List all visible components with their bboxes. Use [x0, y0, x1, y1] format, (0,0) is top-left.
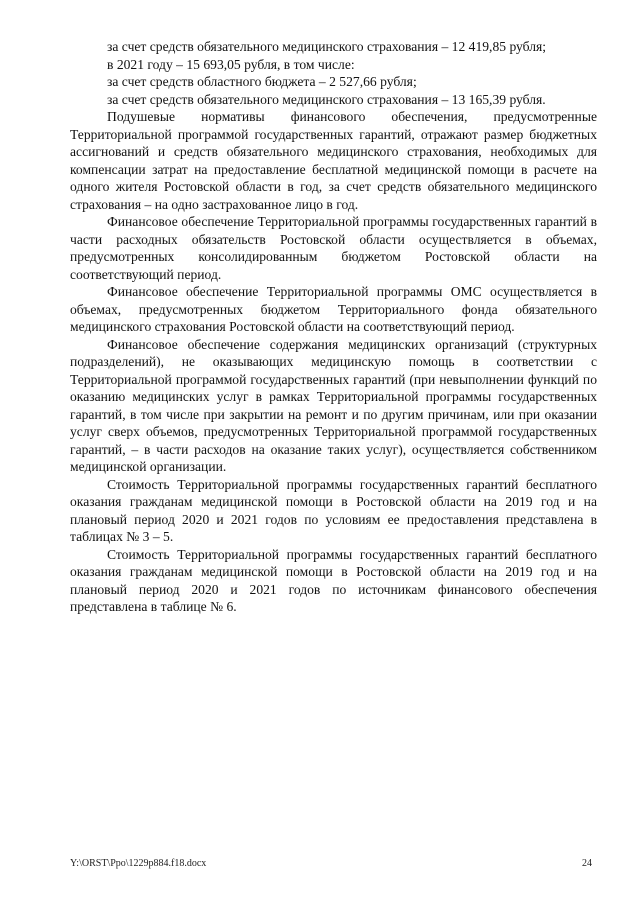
paragraph-non-participating-orgs: Финансовое обеспечение содержания медицинских организаций (структурных подразделений), не оказывающих медицинскую помощь в соответствии с Территориальной программой государственных гарантий (при невыполнении функций по оказанию медицинских услуг в рамках Территориальной программы государственных гарантий, в том числе при закрытии на ремонт и по другим причинам, или при оказании услуг сверх объемов, предусмотренных Территориальной программой государственных гарантий, – в части расходов на оказание таких услуг), осуществляется собственником медицинской организации.: [70, 336, 597, 474]
funding-line-2: в 2021 году – 15 693,05 рубля, в том числе:: [107, 56, 355, 72]
paragraph-oms-funding: Финансовое обеспечение Территориальной программы ОМС осуществляется в объемах, предусмотренных бюджетом Территориального фонда обязательного медицинского страхования Ростовской области на соответствующий период.: [70, 284, 597, 334]
footer-page-number: 24: [582, 858, 592, 869]
paragraph-regional-budget: Финансовое обеспечение Территориальной программы государственных гарантий в части расходных обязательств Ростовской области осуществляется в объемах, предусмотренных консолидированным бюджетом Ростовской области на соответствующий период.: [70, 214, 597, 282]
footer-file-path: Y:\ORST\Ppo\1229p884.f18.docx: [70, 858, 207, 869]
paragraph-per-capita-norms: Подушевые нормативы финансового обеспечения, предусмотренные Территориальной программой государственных гарантий, отражают размер бюджетных ассигнований и средств обязательного медицинского страхования, необходимых для компенсации затрат на предоставление бесплатной медицинской помощи в расчете на одного жителя Ростовской области в год, за счет средств обязательного медицинского страхования – на одно застрахованное лицо в год.: [70, 109, 597, 212]
funding-line-3: за счет средств областного бюджета – 2 527,66 рубля;: [107, 74, 417, 89]
funding-line-4: за счет средств обязательного медицинского страхования – 13 165,39 рубля.: [107, 91, 546, 107]
paragraph-cost-by-sources: Стоимость Территориальной программы государственных гарантий бесплатного оказания гражданам медицинской помощи в Ростовской области на 2019 год и на плановый период 2020 и 2021 годов по источникам финансового обеспечения представлена в таблице № 6.: [70, 546, 597, 614]
paragraph-cost-by-conditions: Стоимость Территориальной программы государственных гарантий бесплатного оказания гражданам медицинской помощи в Ростовской области на 2019 год и на плановый период 2020 и 2021 годов по условиям ее предоставления представлена в таблицах № 3 – 5.: [70, 476, 597, 544]
funding-line-1: за счет средств обязательного медицинского страхования – 12 419,85 рубля;: [107, 39, 547, 54]
document-body: [70, 38, 597, 616]
